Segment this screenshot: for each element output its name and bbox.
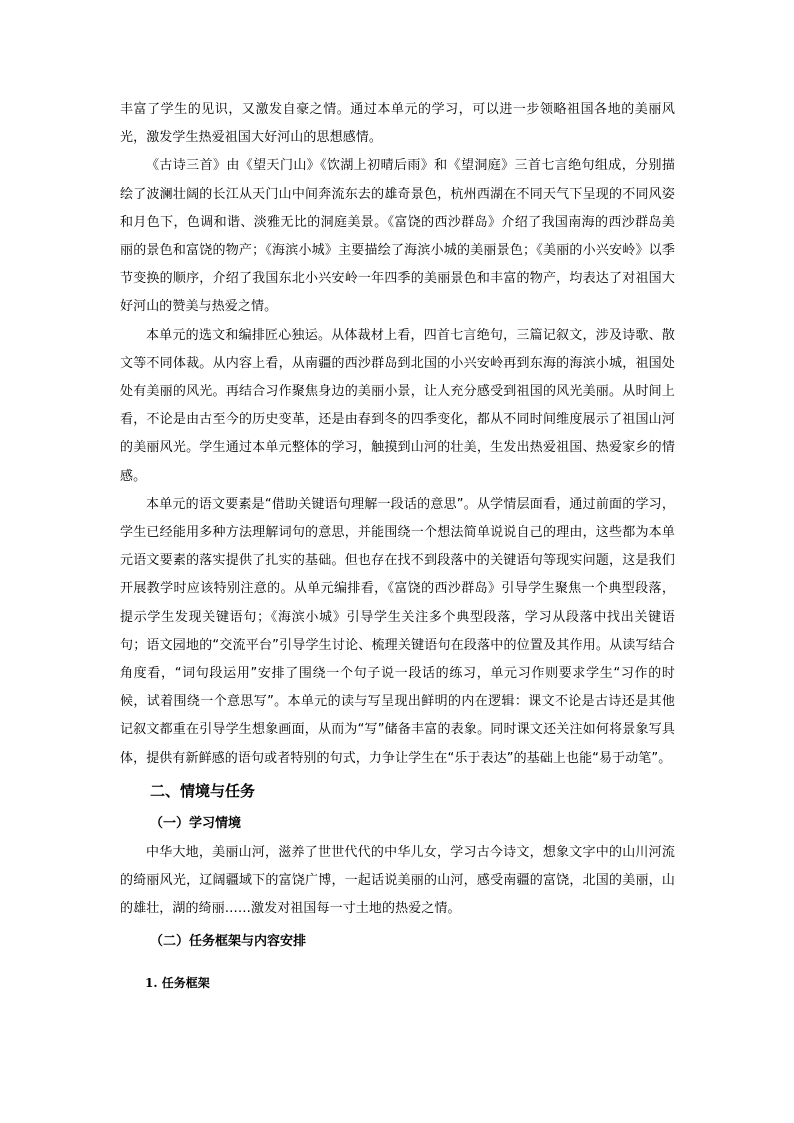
heading-learning-situation: （一）学习情境	[150, 815, 242, 831]
paragraph-texts-overview: 《古诗三首》由《望天门山》《饮湖上初晴后雨》和《望洞庭》三首七言绝句组成，分别描绘了波澜壮阔的长江从天门山中间奔流东去的雄奇景色，杭州西湖在不同天气下呈现的不同风姿和月色下，色调和谐、淡雅无比的洞庭美景。《富饶的西沙群岛》介绍了我国南海的西沙群岛美丽的景色和富饶的物产；《海滨小城》主要描绘了海滨小城的美丽景色；《美丽的小兴安岭》以季节变换的顺序，介绍了我国东北小兴安岭一年四季的美丽景色和丰富的物产，均表达了对祖国大好河山的赞美与热爱之情。	[120, 158, 675, 315]
heading-situation-and-task: 二、情境与任务	[150, 781, 256, 800]
paragraph-unit-arrangement: 本单元的选文和编排匠心独运。从体裁材上看，四首七言绝句，三篇记叙文，涉及诗歌、散文等不同体裁。从内容上看，从南疆的西沙群岛到北国的小兴安岭再到东海的海滨小城，祖国处处有美丽的风光。再结合习作聚焦身边的美丽小景，让人充分感受到祖国的风光美丽。从时间上看，不论是由古至今的历史变革，还是由春到冬的四季变化，都从不同时间维度展示了祖国山河的美丽风光。学生通过本单元整体的学习，触摸到山河的壮美，生发出热爱祖国、热爱家乡的情感。	[120, 327, 675, 484]
paragraph-intro-continuation: 丰富了学生的见识，又激发自豪之情。通过本单元的学习，可以进一步领略祖国各地的美丽风光，激发学生热爱祖国大好河山的思想感情。	[120, 102, 675, 146]
paragraph-language-elements: 本单元的语文要素是“借助关键语句理解一段话的意思”。从学情层面看，通过前面的学习，学生已经能用多种方法理解词句的意思，并能围绕一个想法简单说说自己的理由，这些都为本单元语文要素的落实提供了扎实的基础。但也存在找不到段落中的关键语句等现实问题，这是我们开展教学时应该特别注意的。从单元编排看，《富饶的西沙群岛》引导学生聚焦一个典型段落，提示学生发现关键语句；《海滨小城》引导学生关注多个典型段落，学习从段落中找出关键语句；语文园地的“交流平台”引导学生讨论、梳理关键语句在段落中的位置及其作用。从读写结合角度看，“词句段运用”安排了围绕一个句子说一段话的练习，单元习作则要求学生“习作的时候，试着围绕一个意思写”。本单元的读与写呈现出鲜明的内在逻辑：课文不论是古诗还是其他记叙文都重在引导学生想象画面，从而为“写”储备丰富的表象。同时课文还关注如何将景象写具体，提供有新鲜感的语句或者特别的句式，力争让学生在“乐于表达”的基础上也能“易于动笔”。	[120, 496, 675, 766]
heading-item-task-framework: 1. 任务框架	[145, 976, 210, 991]
paragraph-learning-situation: 中华大地，美丽山河，滋养了世世代代的中华儿女，学习古今诗文，想象文字中的山川河流的绮丽风光，辽阔疆域下的富饶广博，一起话说美丽的山河，感受南疆的富饶，北国的美丽，山的雄壮，湖的绮丽……激发对祖国每一寸土地的热爱之情。	[120, 844, 675, 917]
document-body	[120, 96, 675, 995]
heading-task-framework: （二）任务框架与内容安排	[150, 934, 307, 950]
